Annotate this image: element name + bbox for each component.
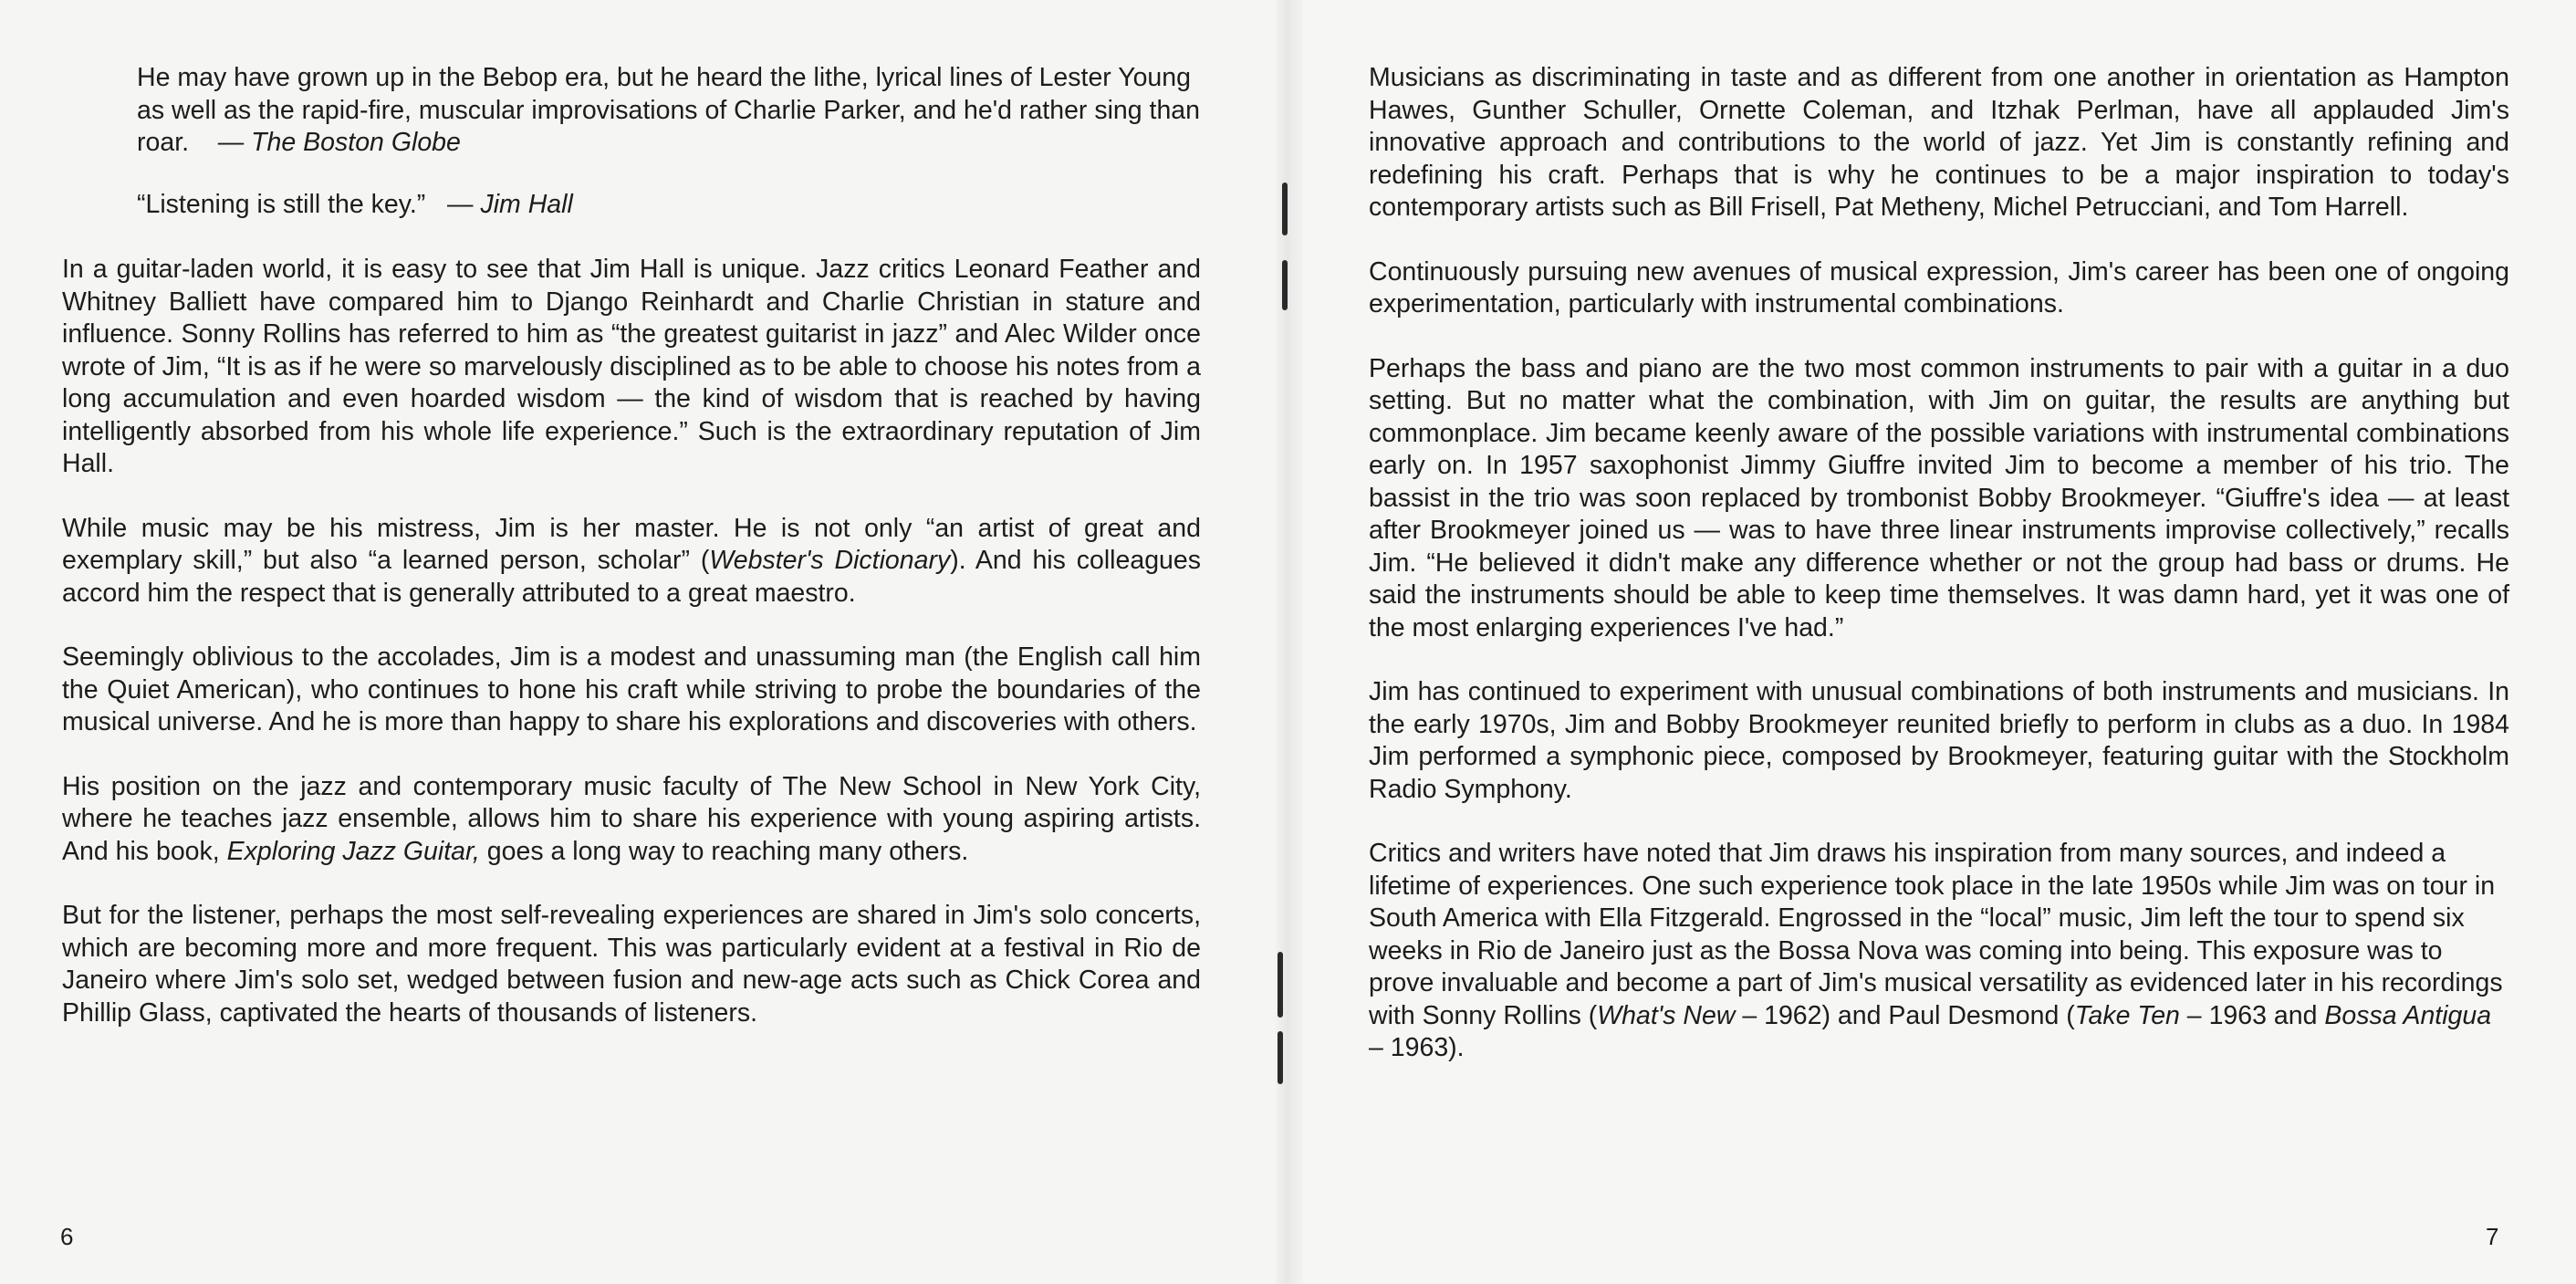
paragraph: In a guitar-laden world, it is easy to see that Jim Hall is unique. Jazz critics Leonard Feather and Whitney Balliett have compared him to Django Reinhardt and Charlie Christian in stature and influence. Sonny Rollins has referred to him as “the greatest guitarist in jazz” and Alec Wilder once wrote of Jim, “It is as if he were so marvelously disciplined as to be able to choose his notes from a long accumulation and even hoarded wisdom — the kind of wisdom that is reached by having intelligently absorbed from his whole life experience.” Such is the extraordinary reputation of Jim Hall. [62,255,1201,478]
paragraph-text: Critics and writers have noted that Jim draws his inspiration from many sources, and indeed a lifetime of experiences. One such experience took place in the late 1950s while Jim was on tour in South America with Ella Fitzgerald. Engrossed in the “local” music, Jim left the tour to spend six weeks in Rio de Janeiro just as the Bossa Nova was coming into being. This exposure was to prove invaluable and become a part of Jim's musical versatility as evidenced later in his recordings with Sonny Rollins ( [1369,839,2503,1030]
paragraph [1369,838,2509,1065]
paragraph-text: His position on the jazz and contemporary music faculty of The New School in New York City, where he teaches jazz ensemble, allows him to share his experience with young aspiring artists. And his book, [62,771,1201,866]
paragraph [62,513,1201,611]
book-title: Exploring Jazz Guitar, [226,836,480,866]
jim-hall-quote [137,189,1201,222]
paragraph-text: – 1962) and Paul Desmond ( [1735,1000,2075,1030]
book-spine-gutter [1276,0,1303,1284]
opening-quote [137,62,1201,160]
album-title: What's New [1597,1000,1736,1030]
binding-mark [1278,1031,1283,1084]
paragraph: Continuously pursuing new avenues of musical expression, Jim's career has been one of ongoing experimentation, particularly with instrumental combinations. [1369,256,2509,318]
quote-attribution: The Boston Globe [251,128,461,157]
paragraph: Seemingly oblivious to the accolades, Jim is a modest and unassuming man (the English call him the Quiet American), who continues to hone his craft while striving to probe the boundaries of the musical universe. And he is more than happy to share his explorations and discoveries with others. [62,642,1201,736]
paragraph: Jim has continued to experiment with unusual combinations of both instruments and musicians. In the early 1970s, Jim and Bobby Brookmeyer reunited briefly to perform in clubs as a duo. In 1984 Jim performed a symphonic piece, composed by Brookmeyer, featuring guitar with the Stockholm Radio Symphony. [1369,677,2509,804]
jim-hall-quote-text: “Listening is still the key.” [137,189,426,219]
binding-mark [1278,952,1283,1018]
paragraph-text: – 1963). [1369,1033,1465,1062]
opening-quote-text: He may have grown up in the Bebop era, but he heard the lithe, lyrical lines of Lester Young as well as the rapid-fire, muscular improvisations of Charlie Parker, and he'd rather sing than roar. [137,63,1200,157]
quote-dash: — [217,128,245,157]
paragraph: But for the listener, perhaps the most self-revealing experiences are shared in Jim's solo concerts, which are becoming more and more frequent. This was particularly evident at a festival in Rio de Janeiro where Jim's solo set, wedged between fusion and new-age acts such as Chick Corea and Phillip Glass, captivated the hearts of thousands of listeners. [62,901,1201,1028]
paragraph [62,771,1201,869]
paragraph-text: While music may be his mistress, Jim is her master. He is not only “an artist of great and exemplary skill,” but also “a learned person, scholar” ( [62,513,1201,575]
paragraph-text: ). And his colleagues accord him the respect that is generally attributed to a great maestro. [62,546,1201,608]
album-title: Take Ten [2074,1000,2180,1030]
paragraph: Musicians as discriminating in taste and as different from one another in orientation as Hampton Hawes, Gunther Schuller, Ornette Coleman, and Itzhak Perlman, have all applauded Jim's innovative approach and contributions to the world of jazz. Yet Jim is constantly refining and redefining his craft. Perhaps that is why he continues to be a major inspiration to today's contemporary artists such as Bill Frisell, Pat Metheny, Michel Petrucciani, and Tom Harrell. [1369,63,2509,222]
paragraph-text: – 1963 and [2179,1000,2325,1030]
page-number: 7 [2486,1223,2499,1250]
binding-mark [1282,183,1288,235]
paragraph: Perhaps the bass and piano are the two most common instruments to pair with a guitar in a duo setting. But no matter what the combination, with Jim on guitar, the results are anything but commonplace. Jim became keenly aware of the possible variations with instrumental combinations early on. In 1957 saxophonist Jimmy Giuffre invited Jim to become a member of his trio. The bassist in the trio was soon replaced by trombonist Bobby Brookmeyer. “Giuffre's idea — at least after Brookmeyer joined us — was to have three linear instruments improvise collectively,” recalls Jim. “He believed it didn't make any difference whether or not the group had bass or drums. He said the instruments should be able to keep time themselves. It was damn hard, yet it was one of the most enlarging experiences I've had.” [1369,353,2509,642]
paragraph-text: goes a long way to reaching many others. [479,836,969,866]
quote-dash: — [447,189,474,219]
book-title: Webster's Dictionary [709,546,951,575]
left-page-text-column [62,62,1201,1061]
binding-mark [1282,260,1288,310]
album-title: Bossa Antigua [2324,1000,2492,1030]
right-page-text-column [1369,62,2509,1097]
left-page [0,0,1287,1284]
page-number: 6 [60,1223,74,1250]
quote-attribution: Jim Hall [480,189,573,219]
